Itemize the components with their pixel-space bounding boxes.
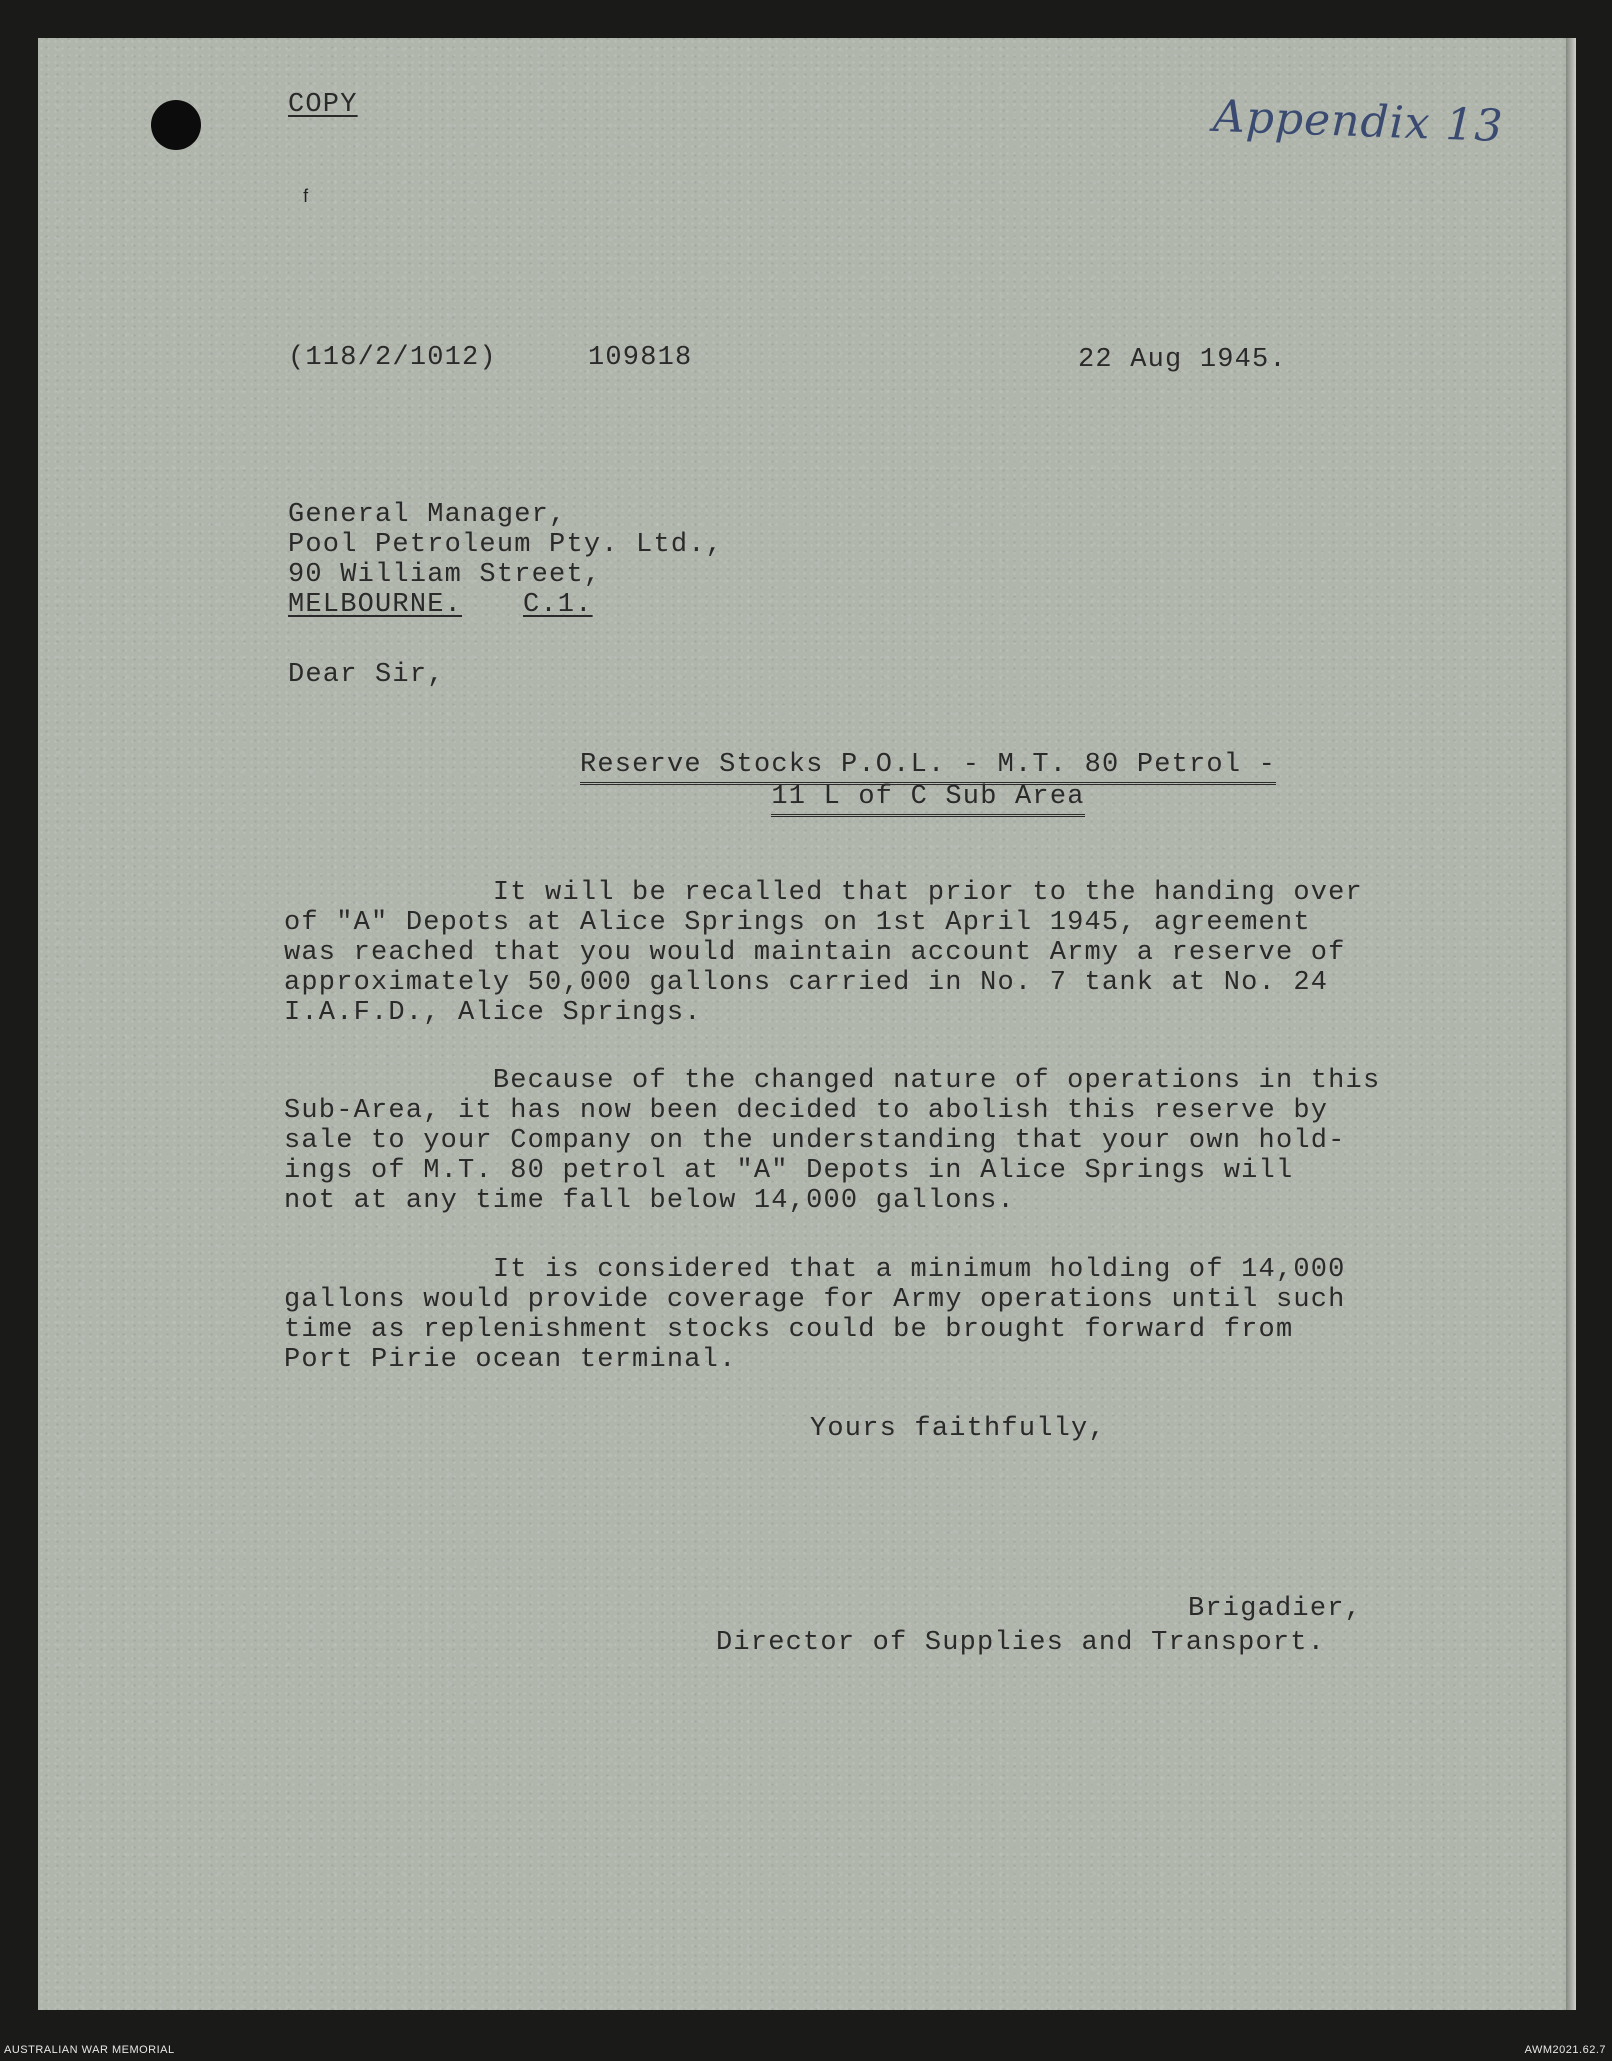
handwritten-annotation: Appendix 13 — [1212, 90, 1505, 153]
subject-line-1: Reserve Stocks P.O.L. - M.T. 80 Petrol - — [580, 750, 1276, 785]
addressee-line: General Manager, — [288, 500, 567, 530]
addressee-line: 90 William Street, — [288, 560, 602, 590]
archive-reference: AWM2021.62.7 — [1524, 2044, 1606, 2056]
addressee-city: MELBOURNE. — [288, 590, 463, 620]
document-page — [38, 38, 1576, 2010]
body-paragraph: It is considered that a minimum holding of 14,000 gallons would provide coverage for Army operations until such time as replenishment stocks could be brought forward from Port Pirie ocean terminal. — [284, 1255, 1346, 1375]
signatory-title: Director of Supplies and Transport. — [716, 1628, 1326, 1658]
ink-mark: ᶠ — [298, 186, 314, 216]
serial-number: 109818 — [588, 343, 693, 373]
subject-line — [478, 782, 1378, 817]
subject-line-2: 11 L of C Sub Area — [771, 782, 1084, 817]
signatory-rank: Brigadier, — [1188, 1594, 1363, 1624]
punch-hole — [151, 100, 201, 150]
addressee-district: C.1. — [523, 590, 593, 620]
closing: Yours faithfully, — [810, 1414, 1106, 1444]
letter-date: 22 Aug 1945. — [1078, 345, 1287, 375]
salutation: Dear Sir, — [288, 660, 445, 690]
subject-line — [478, 750, 1378, 785]
archive-credit: AUSTRALIAN WAR MEMORIAL — [4, 2044, 175, 2056]
copy-label: COPY — [288, 90, 358, 120]
body-paragraph: It will be recalled that prior to the handing over of "A" Depots at Alice Springs on 1st April 1945, agreement was reached that you would maintain account Army a reserve of approximately 50,000 gallons carried in No. 7 tank at No. 24 I.A.F.D., Alice Springs. — [284, 878, 1363, 1028]
body-paragraph: Because of the changed nature of operations in this Sub-Area, it has now been decided to abolish this reserve by sale to your Company on the understanding that your own hold- ings of M.T. 80 petrol at "A" Depots in Alice Springs will not at any time fall below 14,000 gallons. — [284, 1066, 1381, 1216]
paper-edge — [1566, 38, 1576, 2010]
file-reference: (118/2/1012) — [288, 343, 497, 373]
addressee-line: Pool Petroleum Pty. Ltd., — [288, 530, 724, 560]
